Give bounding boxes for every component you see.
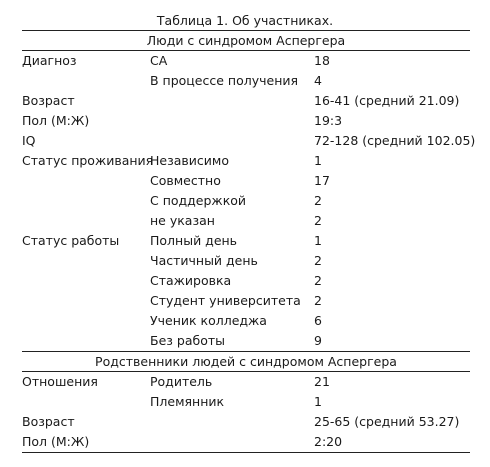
table-row	[22, 51, 470, 71]
table-row	[22, 271, 470, 291]
row-value: 2	[314, 193, 322, 208]
table-caption: Таблица 1. Об участниках.	[156, 13, 334, 28]
row-label: Возраст	[22, 414, 75, 429]
row-value: 6	[314, 313, 322, 328]
row-category: В процессе получения	[150, 73, 299, 88]
row-value: 1	[314, 394, 322, 409]
section-body-asperger	[22, 51, 476, 351]
row-value: 2:20	[314, 434, 343, 449]
table-row	[22, 91, 470, 111]
section-body-relatives	[22, 372, 470, 453]
row-category: Частичный день	[150, 253, 258, 268]
row-label: Статус работы	[22, 233, 120, 248]
row-value: 1	[314, 233, 322, 248]
row-label: Возраст	[22, 93, 75, 108]
row-value: 2	[314, 213, 322, 228]
row-value: 18	[314, 53, 330, 68]
row-category: не указан	[150, 213, 215, 228]
row-label: IQ	[22, 133, 36, 148]
row-category: Полный день	[150, 233, 238, 248]
table-row	[22, 231, 470, 251]
row-value: 1	[314, 153, 322, 168]
row-value: 21	[314, 374, 330, 389]
table-row	[22, 291, 470, 311]
row-value: 19:3	[314, 113, 343, 128]
row-label: Отношения	[22, 374, 98, 389]
row-category: СА	[150, 53, 168, 68]
table-row	[22, 111, 470, 131]
table-row	[22, 151, 470, 171]
participants-table	[22, 30, 476, 453]
table-row	[22, 71, 470, 91]
section-header-relatives: Родственники людей с синдромом Аспергера	[22, 351, 470, 372]
table-row	[22, 311, 470, 331]
table-row	[22, 412, 470, 432]
table-row	[22, 432, 470, 452]
row-label: Пол (М:Ж)	[22, 113, 90, 128]
row-category: С поддержкой	[150, 193, 247, 208]
row-value: 25-65 (средний 53.27)	[314, 414, 460, 429]
row-category: Ученик колледжа	[150, 313, 267, 328]
row-label: Пол (М:Ж)	[22, 434, 90, 449]
row-label: Диагноз	[22, 53, 77, 68]
row-category: Племянник	[150, 394, 225, 409]
row-value: 4	[314, 73, 322, 88]
row-value: 2	[314, 273, 322, 288]
table-row	[22, 251, 470, 271]
row-category: Родитель	[150, 374, 213, 389]
row-category: Без работы	[150, 333, 225, 348]
row-label: Статус проживания	[22, 153, 154, 168]
row-value: 2	[314, 253, 322, 268]
row-value: 16-41 (средний 21.09)	[314, 93, 460, 108]
row-value: 72-128 (средний 102.05)	[314, 133, 476, 148]
row-category: Стажировка	[150, 273, 232, 288]
row-value: 17	[314, 173, 330, 188]
row-category: Студент университета	[150, 293, 301, 308]
table-row	[22, 372, 470, 392]
row-value: 9	[314, 333, 322, 348]
section-header-asperger: Люди с синдромом Аспергера	[22, 30, 470, 51]
row-value: 2	[314, 293, 322, 308]
table-row	[22, 331, 470, 351]
table-row	[22, 211, 470, 231]
row-category: Совместно	[150, 173, 221, 188]
row-category: Независимо	[150, 153, 229, 168]
table-row	[22, 191, 470, 211]
table-row	[22, 131, 476, 151]
table-row	[22, 171, 470, 191]
table-row	[22, 392, 470, 412]
